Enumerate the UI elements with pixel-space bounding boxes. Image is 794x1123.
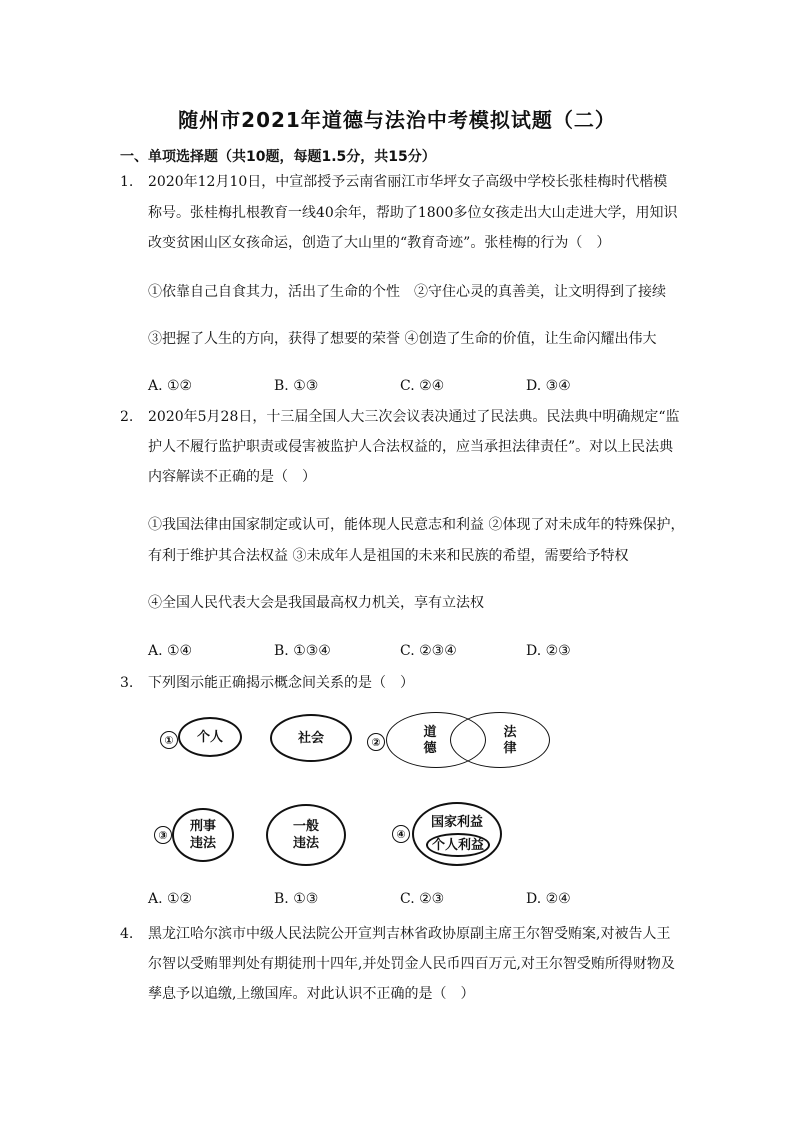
page-title: 随州市2021年道德与法治中考模拟试题（二）	[178, 108, 616, 132]
question-stem-line: 2020年5月28日，十三届全国人大三次会议表决通过了民法典。民法典中明确规定“监	[148, 409, 680, 425]
option-a[interactable]: A. ①②	[148, 891, 193, 907]
option-c[interactable]: C. ②③	[400, 891, 445, 907]
question-statement: ①依靠自己自食其力，活出了生命的个性 ②守住心灵的真善美，让文明得到了接续	[148, 284, 666, 300]
ellipse-label: 一般违法	[292, 819, 319, 851]
ellipse-label	[422, 725, 438, 757]
option-d[interactable]: D. ②③	[526, 643, 571, 659]
question-stem-line: 内容解读不正确的是（ ）	[148, 469, 316, 485]
question-number: 4.	[120, 926, 134, 942]
option-a[interactable]: A. ①②	[148, 378, 193, 394]
question-statement: ③把握了人生的方向，获得了想要的荣誉 ④创造了生命的价值，让生命闪耀出伟大	[148, 331, 657, 347]
ellipse-label: 个人利益	[431, 837, 484, 853]
option-a[interactable]: A. ①④	[148, 643, 193, 659]
ellipse-label: 个人	[196, 729, 223, 745]
question-stem-line: 下列图示能正确揭示概念间关系的是（ ）	[148, 675, 414, 691]
diagram-label-1: ①	[160, 731, 178, 749]
question-statement: 有利于维护其合法权益 ③未成年人是祖国的未来和民族的希望，需要给予特权	[148, 548, 629, 564]
question-statement: ①我国法律由国家制定或认可，能体现人民意志和利益 ②体现了对未成年的特殊保护，	[148, 517, 685, 533]
ellipse-individual	[178, 717, 242, 757]
option-c[interactable]: C. ②④	[400, 378, 445, 394]
option-b[interactable]: B. ①③④	[274, 643, 331, 659]
ellipse-society	[270, 714, 352, 762]
ellipse-label: 刑事违法	[189, 819, 216, 851]
question-stem-line: 尔智以受贿罪判处有期徒刑十四年,并处罚金人民币四百万元,对王尔智受贿所得财物及	[148, 956, 675, 972]
option-b[interactable]: B. ①③	[274, 891, 319, 907]
question-stem-line: 2020年12月10日，中宣部授予云南省丽江市华坪女子高级中学校长张桂梅时代楷模	[148, 174, 668, 190]
ellipse-label: 法 律	[503, 725, 517, 756]
diagram-label-2: ②	[367, 733, 385, 751]
question-stem-line: 孳息予以追缴,上缴国库。对此认识不正确的是（ ）	[148, 986, 475, 1002]
ellipse-label: 社会	[297, 730, 324, 746]
ellipse-criminal-offense	[172, 808, 234, 862]
section-heading: 一、单项选择题（共10题，每题1.5分，共15分）	[120, 149, 436, 165]
option-c[interactable]: C. ②③④	[400, 643, 457, 659]
question-number: 2.	[120, 409, 134, 425]
question-stem-line: 黑龙江哈尔滨市中级人民法院公开宣判吉林省政协原副主席王尔智受贿案,对被告人王	[148, 926, 671, 942]
question-number: 3.	[120, 675, 134, 691]
ellipse-label: 国家利益	[430, 815, 483, 830]
option-d[interactable]: D. ②④	[526, 891, 571, 907]
question-stem-line: 称号。张桂梅扎根教育一线40余年，帮助了1800多位女孩走出大山走进大学，用知识	[148, 205, 678, 221]
question-stem-line: 护人不履行监护职责或侵害被监护人合法权益的，应当承担法律责任”。对以上民法典	[148, 439, 674, 455]
option-d[interactable]: D. ③④	[526, 378, 571, 394]
ellipse-personal-interest	[426, 833, 490, 857]
diagram-label-4: ④	[392, 825, 410, 843]
ellipse-label: 道 德	[423, 725, 437, 756]
question-number: 1.	[120, 174, 134, 190]
option-b[interactable]: B. ①③	[274, 378, 319, 394]
question-statement: ④全国人民代表大会是我国最高权力机关，享有立法权	[148, 595, 484, 611]
ellipse-law	[450, 712, 550, 768]
diagram-label-3: ③	[154, 826, 172, 844]
ellipse-label	[502, 725, 518, 757]
question-stem-line: 改变贫困山区女孩命运，创造了大山里的“教育奇迹”。张桂梅的行为（ ）	[148, 235, 611, 251]
ellipse-general-offense	[266, 804, 346, 866]
